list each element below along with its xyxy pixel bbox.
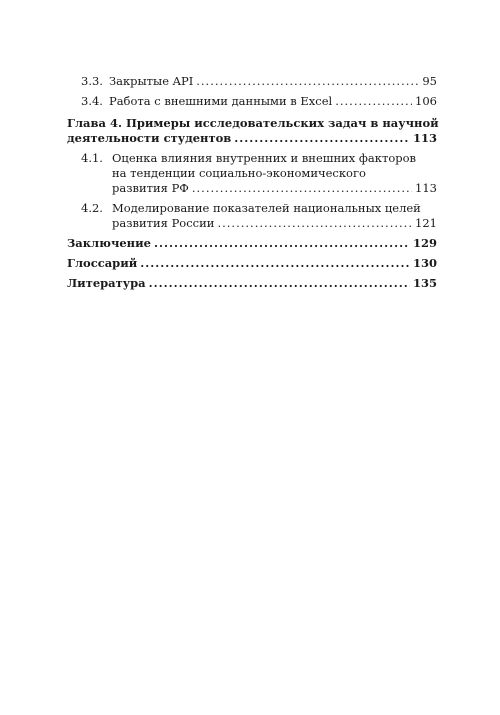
toc-entry-page: 135 — [412, 276, 437, 290]
dot-leader — [192, 181, 412, 196]
toc-entry-3-3[interactable] — [81, 74, 437, 89]
dot-leader — [149, 276, 410, 291]
toc-entry-glossary[interactable] — [67, 256, 437, 271]
toc-entry-page: 130 — [412, 256, 437, 270]
toc-entry-4-2-line2: развития России — [112, 216, 215, 230]
toc-entry-conclusion[interactable] — [67, 236, 437, 251]
toc-entry-title: Работа с внешними данными в Excel — [108, 94, 333, 108]
dot-leader — [140, 256, 410, 271]
toc-entry-number: 3.3. — [81, 74, 103, 88]
toc-entry-4-1-line3: развития РФ — [112, 181, 189, 195]
toc-entry-title: Литература — [67, 276, 146, 290]
toc-entry-4-2-line1[interactable]: Моделирование показателей национальных целей — [112, 201, 421, 215]
toc-entry-4-1-line1[interactable]: Оценка влияния внутренних и внешних факторов — [112, 151, 417, 165]
dot-leader — [154, 236, 410, 251]
toc-entry-3-4[interactable] — [81, 94, 437, 109]
toc-entry-title: Глоссарий — [67, 256, 138, 270]
toc-entry-4-1[interactable] — [112, 181, 437, 196]
toc-entry-page: 113 — [415, 181, 437, 195]
dot-leader — [196, 74, 419, 89]
toc-entry-literature[interactable] — [67, 276, 437, 291]
dot-leader — [335, 94, 412, 109]
dot-leader — [234, 131, 410, 146]
toc-entry-4-2[interactable] — [112, 216, 437, 231]
toc-entry-title: Заключение — [67, 236, 151, 250]
dot-leader — [217, 216, 412, 231]
toc-chapter-4[interactable] — [67, 131, 437, 146]
toc-entry-title: Закрытые API — [108, 74, 194, 88]
toc-entry-page: 113 — [412, 131, 437, 145]
toc-entry-page: 121 — [415, 216, 437, 230]
toc-chapter-4-title-line1[interactable]: Глава 4. Примеры исследовательских задач в научной — [67, 116, 439, 130]
toc-entry-4-1-line2[interactable]: на тенденции социально-экономического — [112, 166, 366, 180]
toc-entry-4-2-number: 4.2. — [81, 201, 103, 215]
toc-chapter-4-title-line2: деятельности студентов — [67, 131, 232, 145]
toc-entry-number: 3.4. — [81, 94, 103, 108]
toc-entry-page: 106 — [415, 94, 437, 108]
toc-entry-page: 95 — [422, 74, 437, 88]
toc-entry-page: 129 — [412, 236, 437, 250]
toc-entry-4-1-number: 4.1. — [81, 151, 103, 165]
